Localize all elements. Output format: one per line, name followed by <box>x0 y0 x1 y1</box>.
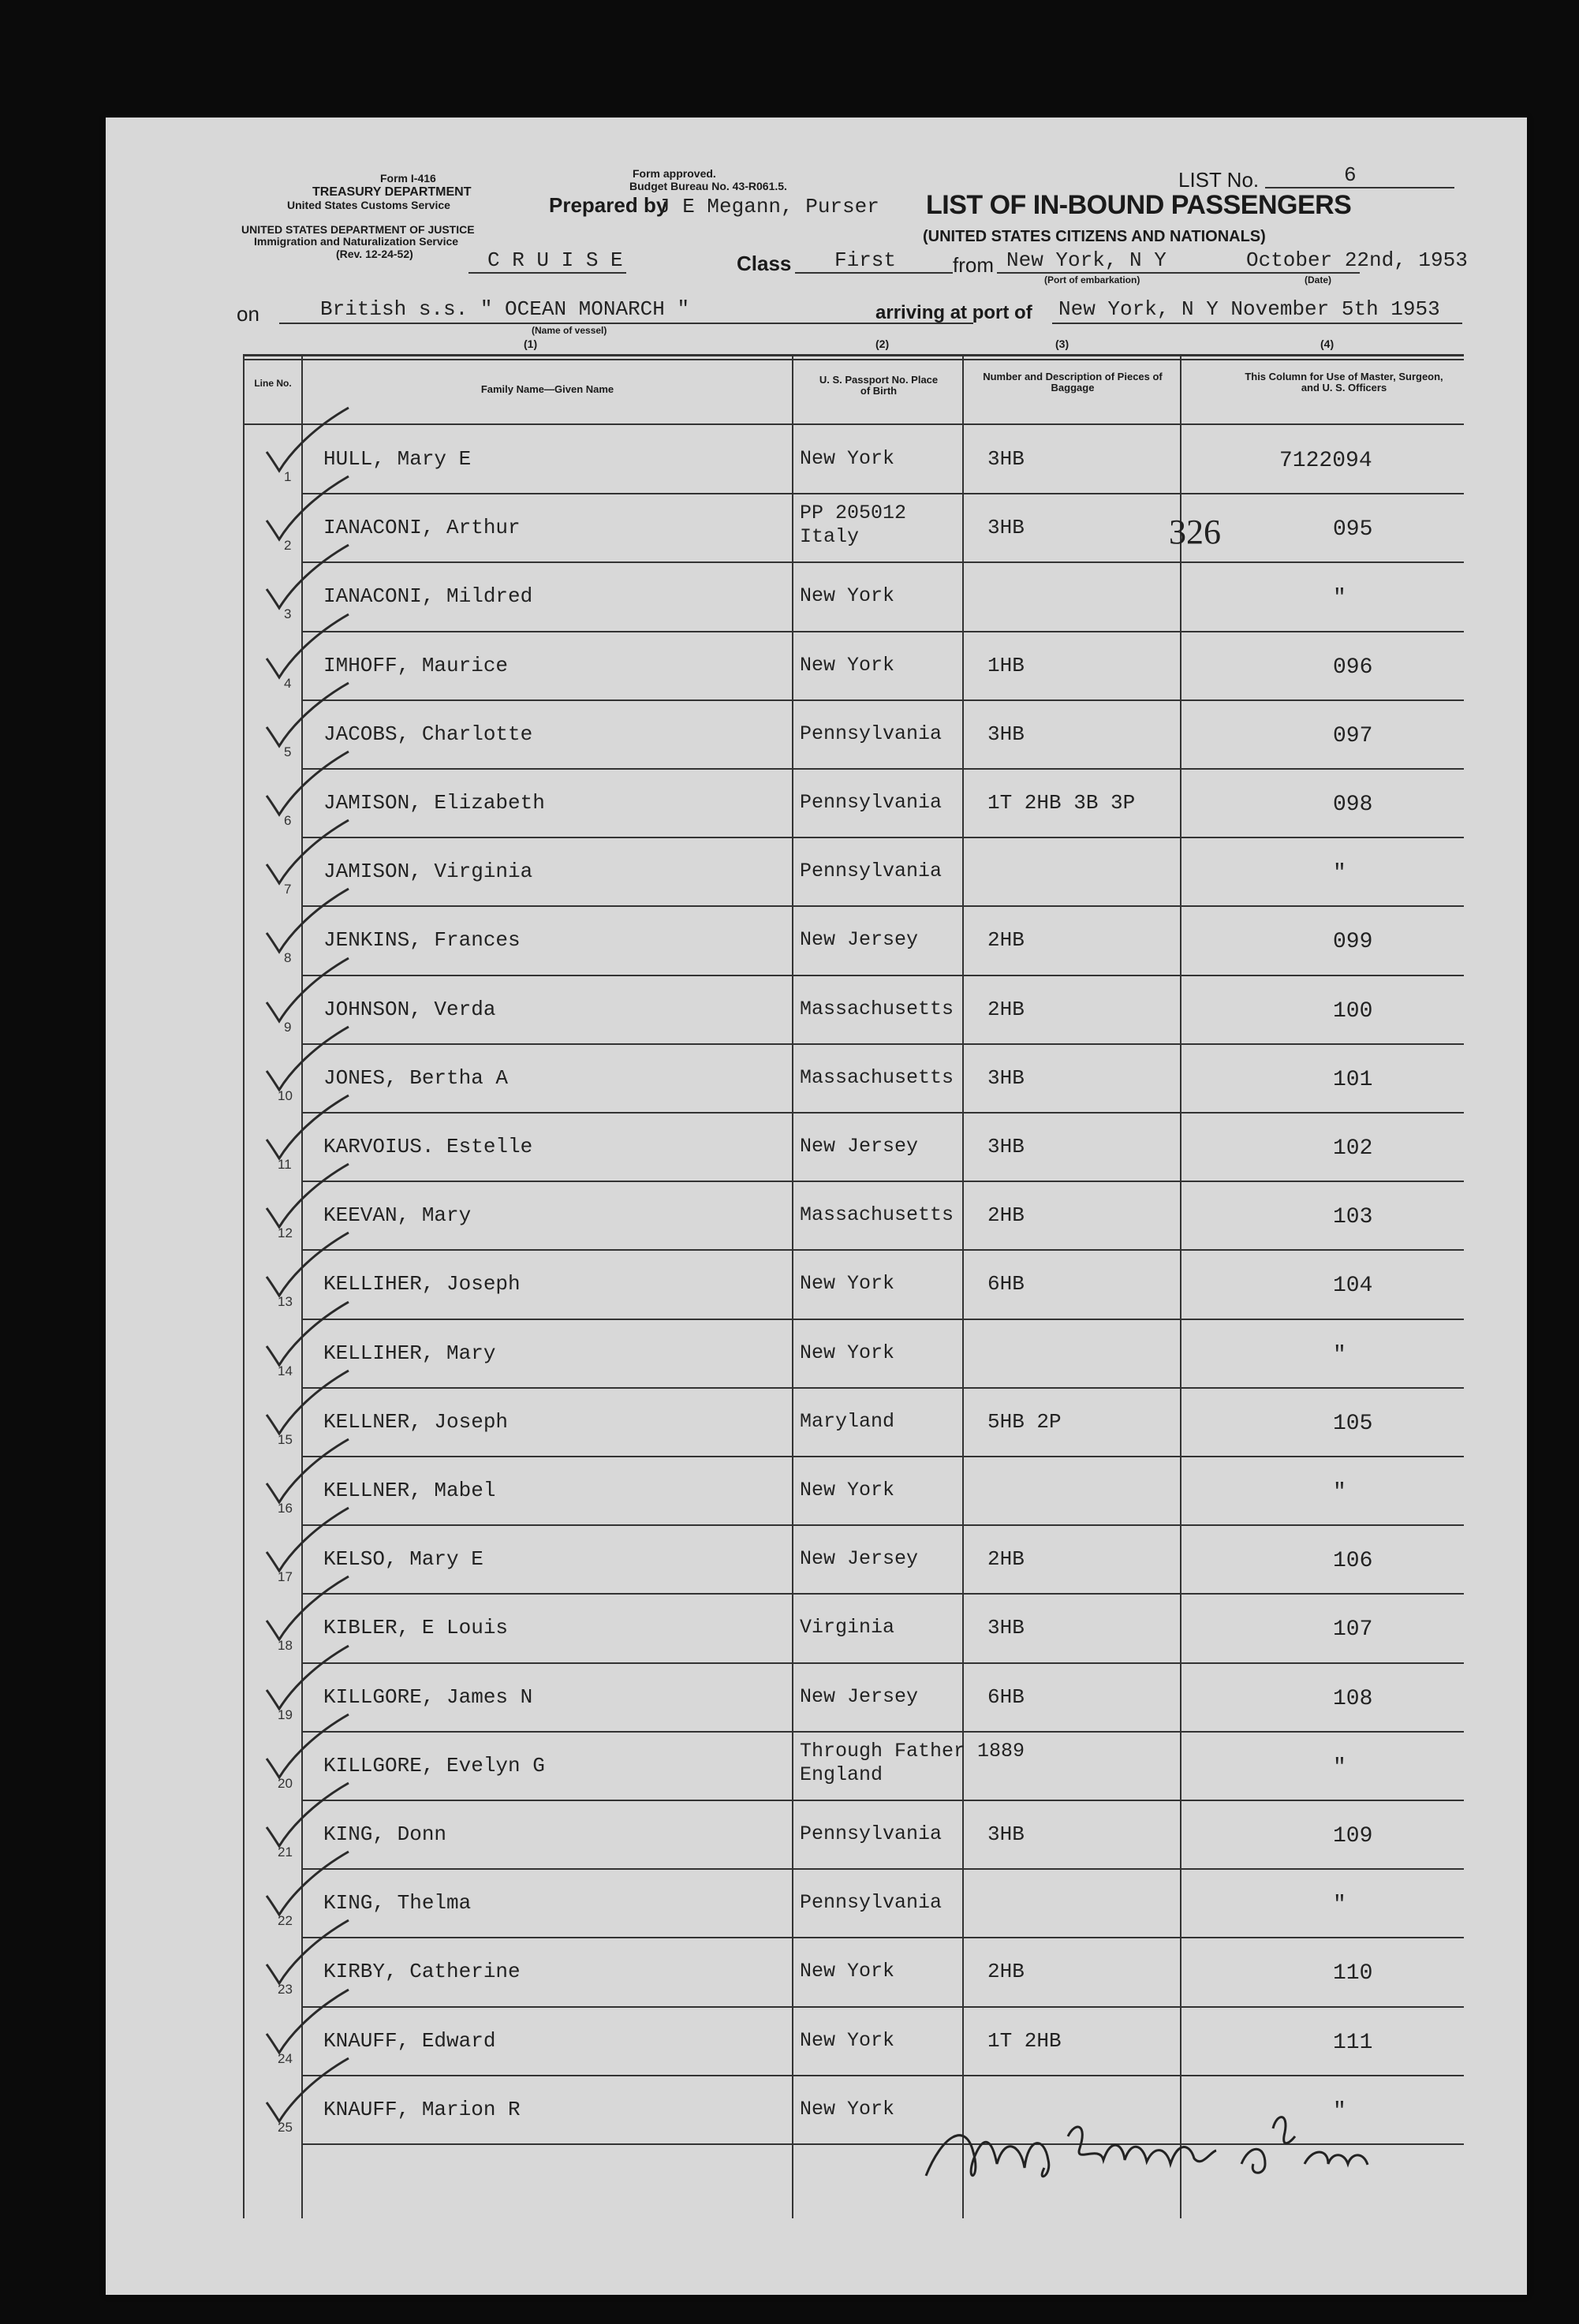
place-of-birth: New York <box>800 1479 895 1501</box>
baggage: 3HB <box>987 1616 1025 1640</box>
place-of-birth: Virginia <box>800 1616 895 1639</box>
cruise-label: C R U I S E <box>487 248 623 272</box>
line-number: 12 <box>278 1225 293 1241</box>
row-divider <box>301 2075 1464 2076</box>
officer-number: 105 <box>1333 1411 1373 1436</box>
row-divider <box>301 493 1464 494</box>
row-divider <box>301 905 1464 907</box>
place-of-birth: New Jersey <box>800 928 919 952</box>
row-divider <box>301 1181 1464 1182</box>
officer-number: 102 <box>1333 1136 1373 1161</box>
column-1-marker: (1) <box>524 338 538 350</box>
place-of-birth: Maryland <box>800 1409 895 1433</box>
officer-number: 108 <box>1333 1686 1373 1711</box>
passenger-name: IANACONI, Arthur <box>323 516 521 540</box>
line-number: 5 <box>284 744 292 759</box>
passenger-name: JONES, Bertha A <box>323 1065 509 1090</box>
place-of-birth: New Jersey <box>800 1684 919 1708</box>
line-number: 22 <box>278 1913 293 1929</box>
check-mark-icon <box>260 884 355 955</box>
baggage: 1HB <box>987 653 1025 677</box>
place-of-birth: New York <box>800 1960 895 1983</box>
check-mark-icon <box>260 675 355 749</box>
line-number: 8 <box>284 950 292 966</box>
officer-number: 106 <box>1333 1549 1373 1574</box>
officer-number: 099 <box>1333 930 1373 955</box>
check-mark-icon <box>260 2054 355 2124</box>
line-number: 25 <box>278 2119 293 2135</box>
place-of-birth: Massachusetts <box>800 1065 954 1089</box>
check-mark-icon <box>260 1847 355 1918</box>
row-divider <box>301 1937 1464 1938</box>
header-family-name: Family Name—Given Name <box>480 383 614 395</box>
place-of-birth: Pennsylvania <box>800 722 943 745</box>
form-approved: Form approved. <box>633 167 716 180</box>
passenger-name: KNAUFF, Edward <box>323 2028 496 2053</box>
passenger-list-sheet <box>106 118 1527 2295</box>
officer-number: " <box>1333 1342 1346 1367</box>
officer-number: 104 <box>1333 1274 1373 1299</box>
officer-number: 110 <box>1333 1961 1373 1986</box>
row-divider <box>301 1662 1464 1664</box>
passenger-name: KNAUFF, Marion R <box>323 2097 521 2121</box>
row-divider <box>301 561 1464 563</box>
line-number: 20 <box>278 1775 293 1791</box>
baggage: 2HB <box>987 928 1025 953</box>
place-of-birth: New Jersey <box>800 1547 919 1571</box>
line-number: 15 <box>278 1431 293 1447</box>
place-of-birth: New Jersey <box>800 1135 919 1158</box>
on-label: on <box>237 302 259 326</box>
passenger-name: KELLNER, Joseph <box>323 1409 509 1434</box>
row-divider <box>301 2006 1464 2008</box>
officer-number: 097 <box>1333 723 1373 748</box>
place-of-birth: New York <box>800 2028 895 2052</box>
line-number: 24 <box>278 2050 293 2066</box>
date-value: October 22nd, 1953 <box>1246 248 1468 272</box>
check-mark-icon <box>260 610 355 681</box>
row-divider <box>301 1868 1464 1870</box>
row-divider <box>301 1456 1464 1457</box>
check-mark-icon <box>260 1431 355 1505</box>
line-number: 11 <box>278 1157 292 1172</box>
place-of-birth: New York <box>800 1341 895 1364</box>
class-label: Class <box>737 252 792 275</box>
check-mark-icon <box>260 815 355 886</box>
list-no-value: 6 <box>1344 163 1357 187</box>
vessel-value: British s.s. " OCEAN MONARCH " <box>320 297 690 321</box>
passenger-name: KARVOIUS. Estelle <box>323 1135 533 1158</box>
officer-number: 109 <box>1333 1824 1373 1848</box>
passenger-name: KELLIHER, Mary <box>323 1341 496 1365</box>
check-mark-icon <box>260 1572 355 1643</box>
budget-bureau: Budget Bureau No. 43-R061.5. <box>629 180 787 192</box>
row-divider <box>301 1043 1464 1045</box>
row-divider <box>301 1731 1464 1733</box>
baggage: 6HB <box>987 1272 1025 1296</box>
passenger-name: KELSO, Mary E <box>323 1547 483 1572</box>
passenger-name: JOHNSON, Verda <box>323 997 496 1021</box>
officer-number: 7122094 <box>1279 449 1372 473</box>
line-number: 13 <box>278 1294 293 1310</box>
header-officers: This Column for Use of Master, Surgeon, and U. S. Officers <box>1245 371 1443 394</box>
row-divider <box>301 631 1464 632</box>
baggage: 2HB <box>987 997 1025 1021</box>
officer-number: " <box>1333 1755 1346 1780</box>
baggage: 6HB <box>987 1684 1025 1709</box>
place-of-birth: Pennsylvania <box>800 1891 943 1915</box>
officer-number: 098 <box>1333 793 1373 817</box>
from-label: from <box>953 253 994 277</box>
check-mark-icon <box>260 1710 355 1781</box>
line-number: 23 <box>278 1982 293 1998</box>
check-mark-icon <box>260 1297 355 1368</box>
column-2-marker: (2) <box>875 338 890 350</box>
place-of-birth: New York <box>800 653 895 677</box>
place-of-birth: New York <box>800 584 895 608</box>
row-divider <box>301 1319 1464 1320</box>
line-number: 21 <box>278 1845 293 1860</box>
passenger-name: KING, Thelma <box>323 1891 472 1916</box>
check-mark-icon <box>260 1159 355 1230</box>
officer-number: " <box>1333 1893 1346 1918</box>
port-caption: (Port of embarkation) <box>1044 274 1140 285</box>
officer-number: 096 <box>1333 655 1373 680</box>
check-mark-icon <box>260 747 355 818</box>
line-number: 14 <box>278 1363 293 1378</box>
officer-number: " <box>1333 586 1346 611</box>
line-number: 16 <box>278 1501 293 1516</box>
prepared-by-label: Prepared by <box>549 193 668 217</box>
line-number: 19 <box>278 1707 293 1722</box>
row-divider <box>301 1112 1464 1114</box>
place-of-birth: New York <box>800 447 895 470</box>
check-mark-icon <box>260 403 355 474</box>
place-of-birth: Through Father 1889 England <box>800 1739 1025 1786</box>
line-number: 6 <box>284 813 292 828</box>
list-title: LIST OF IN-BOUND PASSENGERS <box>926 190 1352 220</box>
ins-label: Immigration and Naturalization Service <box>254 235 459 248</box>
row-divider <box>301 699 1464 701</box>
passenger-name: KIBLER, E Louis <box>323 1616 509 1640</box>
form-number: Form I-416 <box>380 172 436 185</box>
passenger-name: IANACONI, Mildred <box>323 584 533 609</box>
officer-number: " <box>1333 2098 1346 2124</box>
check-mark-icon <box>260 1366 355 1437</box>
check-mark-icon <box>260 1228 355 1299</box>
place-of-birth: Pennsylvania <box>800 1822 943 1845</box>
passenger-name: KILLGORE, Evelyn G <box>323 1753 545 1778</box>
stamp-number: 326 <box>1169 513 1221 551</box>
baggage: 1T 2HB 3B 3P <box>987 791 1136 815</box>
line-number: 2 <box>284 538 292 554</box>
line-number: 18 <box>278 1638 293 1654</box>
row-divider <box>301 1800 1464 1801</box>
place-of-birth: Pennsylvania <box>800 860 943 883</box>
baggage: 3HB <box>987 516 1025 540</box>
check-mark-icon <box>260 1019 355 1093</box>
place-of-birth: Massachusetts <box>800 1203 954 1227</box>
date-caption: (Date) <box>1305 274 1332 285</box>
vessel-caption: (Name of vessel) <box>532 325 607 336</box>
baggage: 5HB 2P <box>987 1409 1062 1434</box>
row-divider <box>301 1524 1464 1526</box>
passenger-name: KELLIHER, Joseph <box>323 1272 521 1296</box>
line-number: 7 <box>284 882 292 897</box>
line-number: 9 <box>284 1019 292 1035</box>
place-of-birth: New York <box>800 2097 895 2121</box>
row-divider <box>301 768 1464 770</box>
check-mark-icon <box>260 1916 355 1986</box>
revision-date: (Rev. 12-24-52) <box>336 248 413 260</box>
from-value: New York, N Y <box>1006 248 1167 272</box>
table-left-border <box>243 354 245 2218</box>
customs-service: United States Customs Service <box>287 199 450 211</box>
officer-number: 100 <box>1333 998 1373 1024</box>
check-mark-icon <box>260 1775 355 1849</box>
row-divider <box>301 837 1464 838</box>
line-number: 4 <box>284 675 292 691</box>
header-line-no: Line No. <box>254 378 292 389</box>
check-mark-icon <box>260 953 355 1024</box>
officer-number: " <box>1333 1480 1346 1505</box>
arriving-label: arriving at port of <box>875 302 1032 323</box>
check-mark-icon <box>260 540 355 611</box>
passenger-name: KELLNER, Mabel <box>323 1479 496 1502</box>
passenger-name: KEEVAN, Mary <box>323 1203 472 1228</box>
baggage: 3HB <box>987 1135 1025 1158</box>
check-mark-icon <box>260 1091 355 1162</box>
baggage: 3HB <box>987 1822 1025 1846</box>
row-divider <box>301 1387 1464 1389</box>
column-4-marker: (4) <box>1320 338 1334 350</box>
officer-number: 101 <box>1333 1067 1373 1092</box>
place-of-birth: Pennsylvania <box>800 791 943 814</box>
row-divider <box>301 1593 1464 1595</box>
baggage: 3HB <box>987 447 1025 471</box>
line-number: 3 <box>284 606 292 622</box>
column-3-marker: (3) <box>1055 338 1069 350</box>
baggage: 2HB <box>987 1960 1025 1984</box>
header-baggage: Number and Description of Pieces of Baggage <box>983 371 1163 394</box>
passenger-name: KIRBY, Catherine <box>323 1960 521 1984</box>
check-mark-icon <box>260 1503 355 1574</box>
officer-number: " <box>1333 861 1346 886</box>
check-mark-icon <box>260 472 355 543</box>
passenger-name: HULL, Mary E <box>323 447 472 471</box>
row-divider <box>301 1249 1464 1251</box>
baggage: 3HB <box>987 722 1025 746</box>
passenger-name: JAMISON, Elizabeth <box>323 791 545 815</box>
officer-number: 107 <box>1333 1617 1373 1643</box>
passenger-name: JACOBS, Charlotte <box>323 722 533 746</box>
baggage: 1T 2HB <box>987 2028 1062 2053</box>
passenger-name: IMHOFF, Maurice <box>323 653 509 677</box>
arrival-value: New York, N Y November 5th 1953 <box>1058 297 1440 321</box>
passenger-name: JAMISON, Virginia <box>323 860 533 884</box>
passenger-name: KILLGORE, James N <box>323 1684 533 1709</box>
place-of-birth: Massachusetts <box>800 997 954 1020</box>
baggage: 2HB <box>987 1547 1025 1572</box>
line-number: 1 <box>284 469 292 484</box>
passenger-name: JENKINS, Frances <box>323 928 521 953</box>
officer-number: 111 <box>1333 2030 1373 2055</box>
check-mark-icon <box>260 1985 355 2056</box>
department-of-justice: UNITED STATES DEPARTMENT OF JUSTICE <box>241 223 475 236</box>
check-mark-icon <box>260 1641 355 1712</box>
place-of-birth: PP 205012 Italy <box>800 502 907 549</box>
officer-number: 103 <box>1333 1205 1373 1230</box>
line-number: 10 <box>278 1087 293 1103</box>
list-no-label: LIST No. <box>1178 168 1260 192</box>
passenger-name: KING, Donn <box>323 1822 447 1846</box>
baggage: 2HB <box>987 1203 1025 1228</box>
officer-number: 095 <box>1333 517 1373 543</box>
baggage: 3HB <box>987 1065 1025 1090</box>
header-passport: U. S. Passport No. Place of Birth <box>819 374 939 397</box>
inspector-signature <box>918 2089 1391 2192</box>
list-subtitle: (UNITED STATES CITIZENS AND NATIONALS) <box>923 228 1266 245</box>
class-value: First <box>834 248 897 272</box>
line-number: 17 <box>278 1569 293 1585</box>
prepared-by-value: J E Megann, Purser <box>658 195 879 218</box>
place-of-birth: New York <box>800 1272 895 1296</box>
treasury-department: TREASURY DEPARTMENT <box>312 185 472 199</box>
row-divider <box>301 975 1464 976</box>
